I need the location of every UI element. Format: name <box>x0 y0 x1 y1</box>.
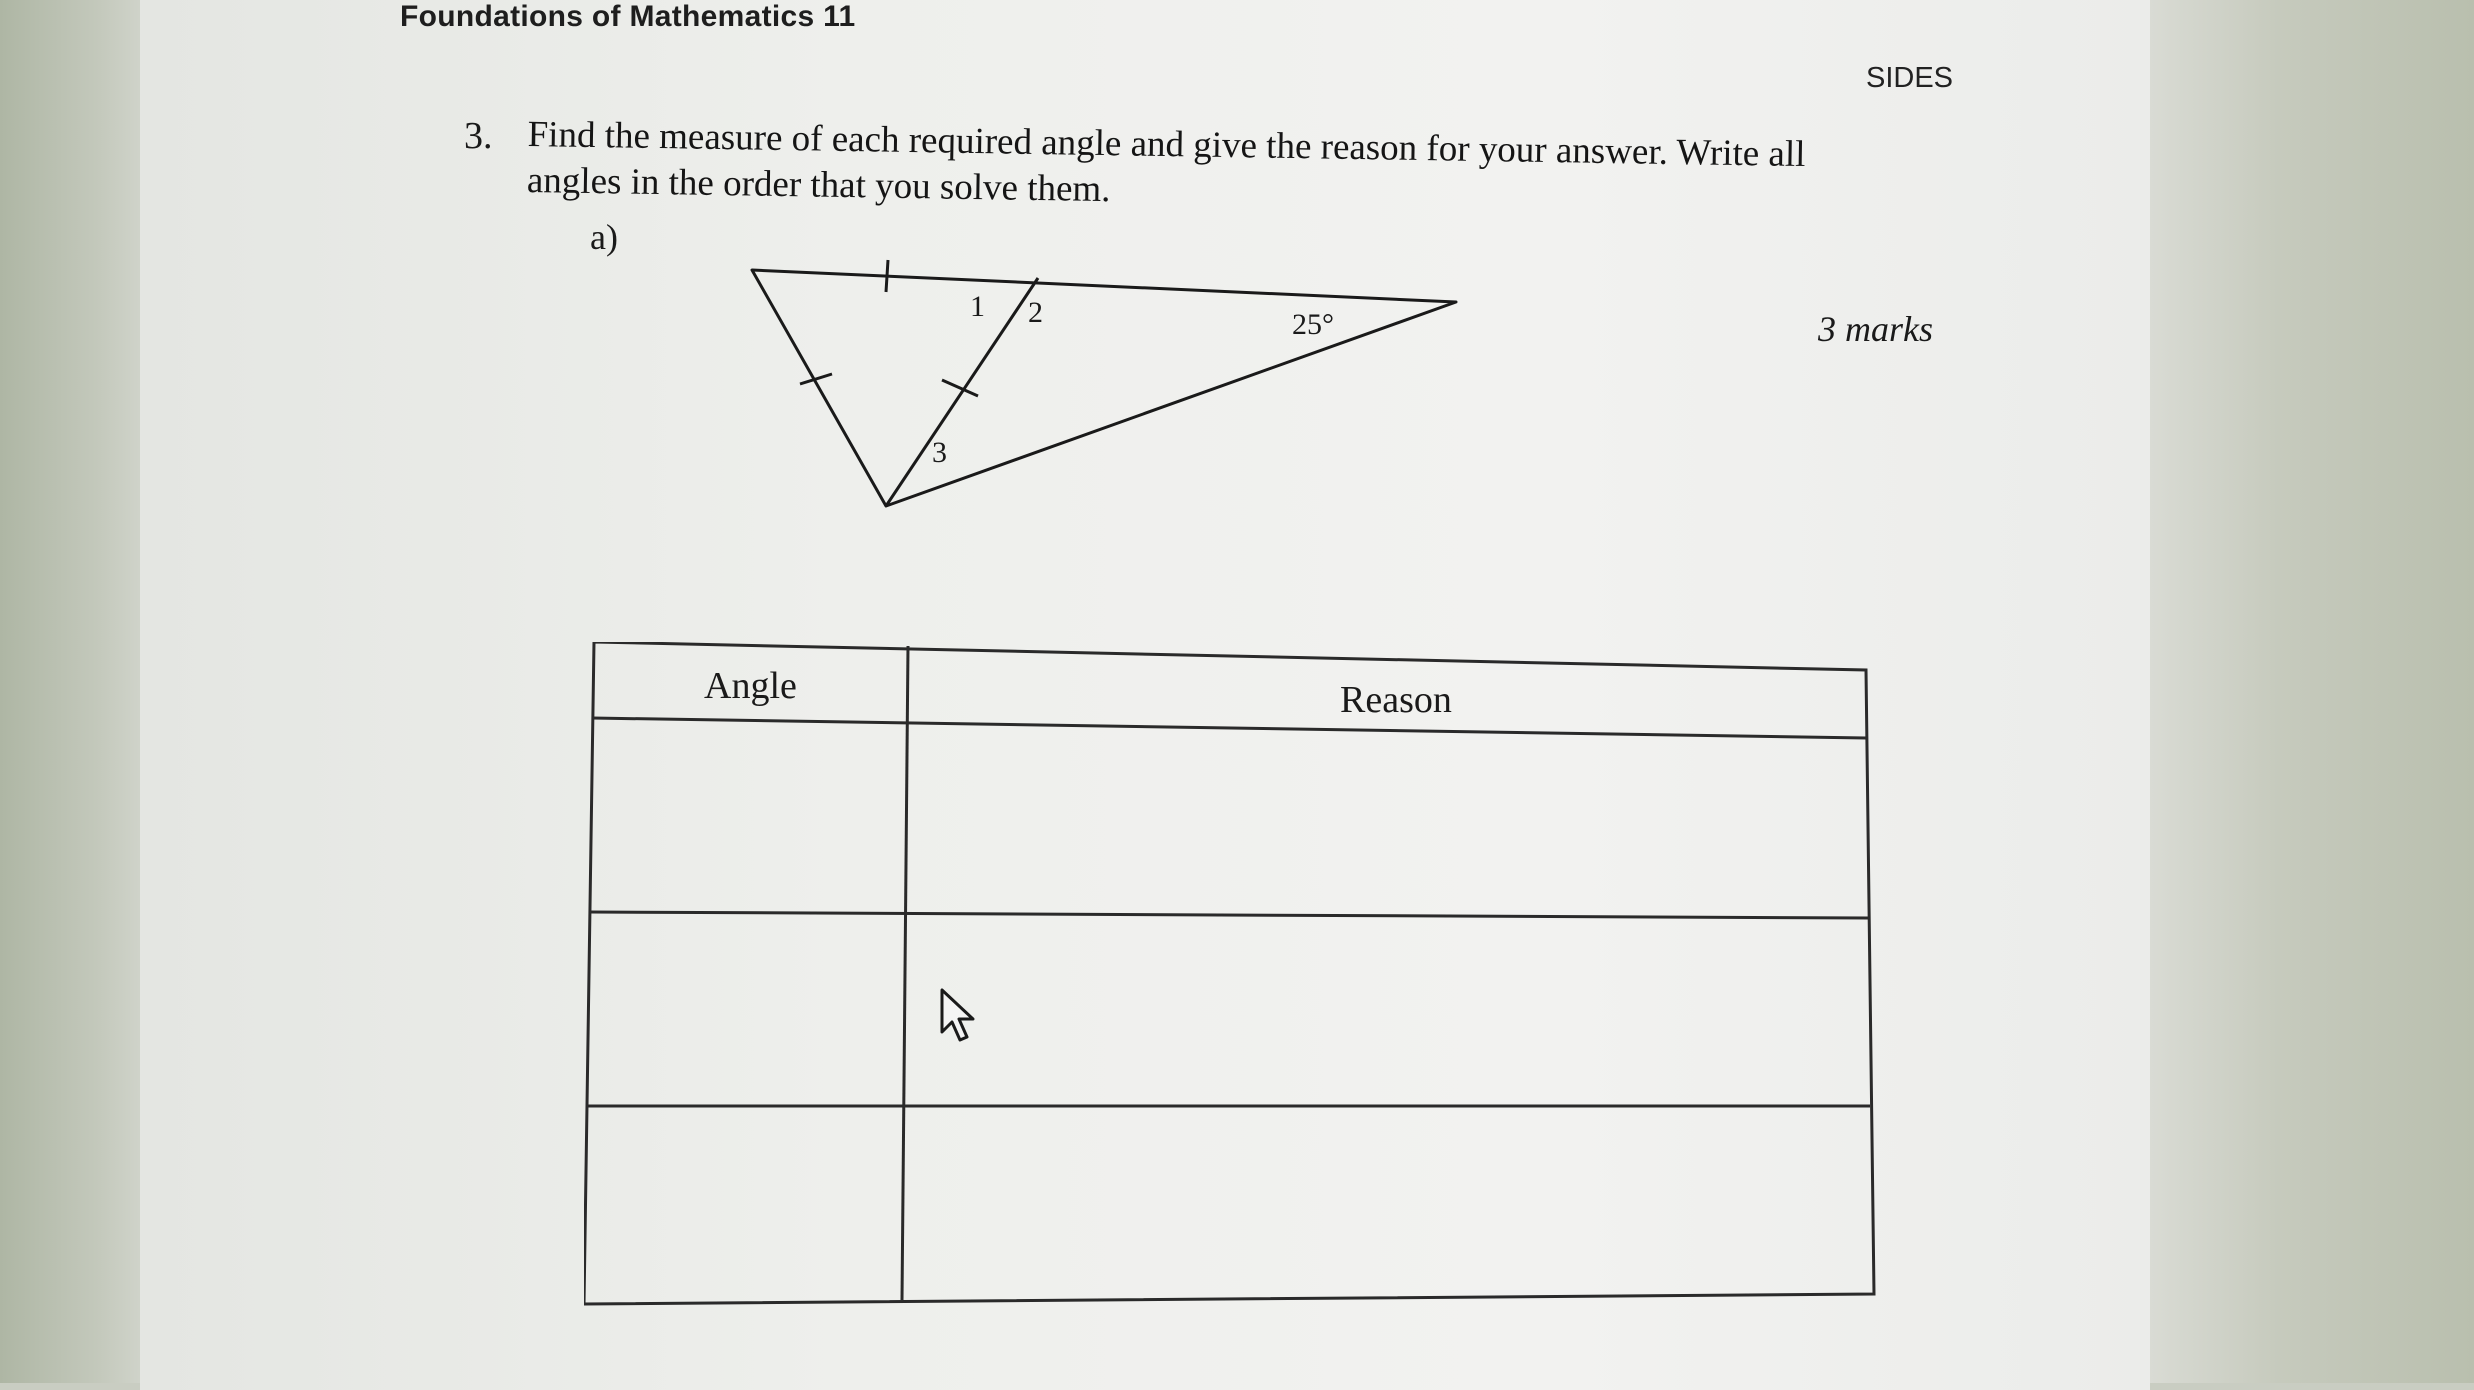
interior-segment <box>886 278 1038 506</box>
row-divider-1 <box>590 912 1868 918</box>
tick-mark-top <box>886 260 888 292</box>
table-cell-r3-angle[interactable] <box>592 1112 896 1296</box>
angle-1-label: 1 <box>970 290 985 323</box>
course-title: Foundations of Mathematics 11 <box>400 0 856 33</box>
table-cell-r1-angle[interactable] <box>598 732 898 908</box>
table-cell-r2-angle[interactable] <box>596 922 896 1102</box>
table-cell-r1-reason[interactable] <box>914 744 1860 912</box>
given-angle-label: 25° <box>1292 308 1334 341</box>
mouse-cursor-icon <box>940 988 980 1048</box>
answer-table <box>584 642 1884 1322</box>
monitor-bezel-right <box>2150 0 2474 1383</box>
table-header-reason: Reason <box>1340 679 1452 721</box>
column-divider <box>902 646 908 1300</box>
part-label: a) <box>590 217 618 257</box>
angle-3-label: 3 <box>932 436 947 469</box>
table-cell-r2-reason[interactable] <box>910 924 1864 1102</box>
monitor-bezel-left <box>0 0 160 1383</box>
angle-2-label: 2 <box>1028 296 1043 329</box>
question-text: Find the measure of each required angle and give the reason for your answer. Write all angles in the order that you solve them. <box>526 113 1806 211</box>
section-label: SIDES <box>1866 62 1954 94</box>
table-header-angle: Angle <box>704 665 797 707</box>
question-number: 3. <box>464 115 493 157</box>
table-cell-r3-reason[interactable] <box>908 1112 1866 1290</box>
marks-label: 3 marks <box>1818 309 1933 349</box>
triangle-diagram <box>740 256 1480 536</box>
outer-triangle <box>752 270 1456 506</box>
